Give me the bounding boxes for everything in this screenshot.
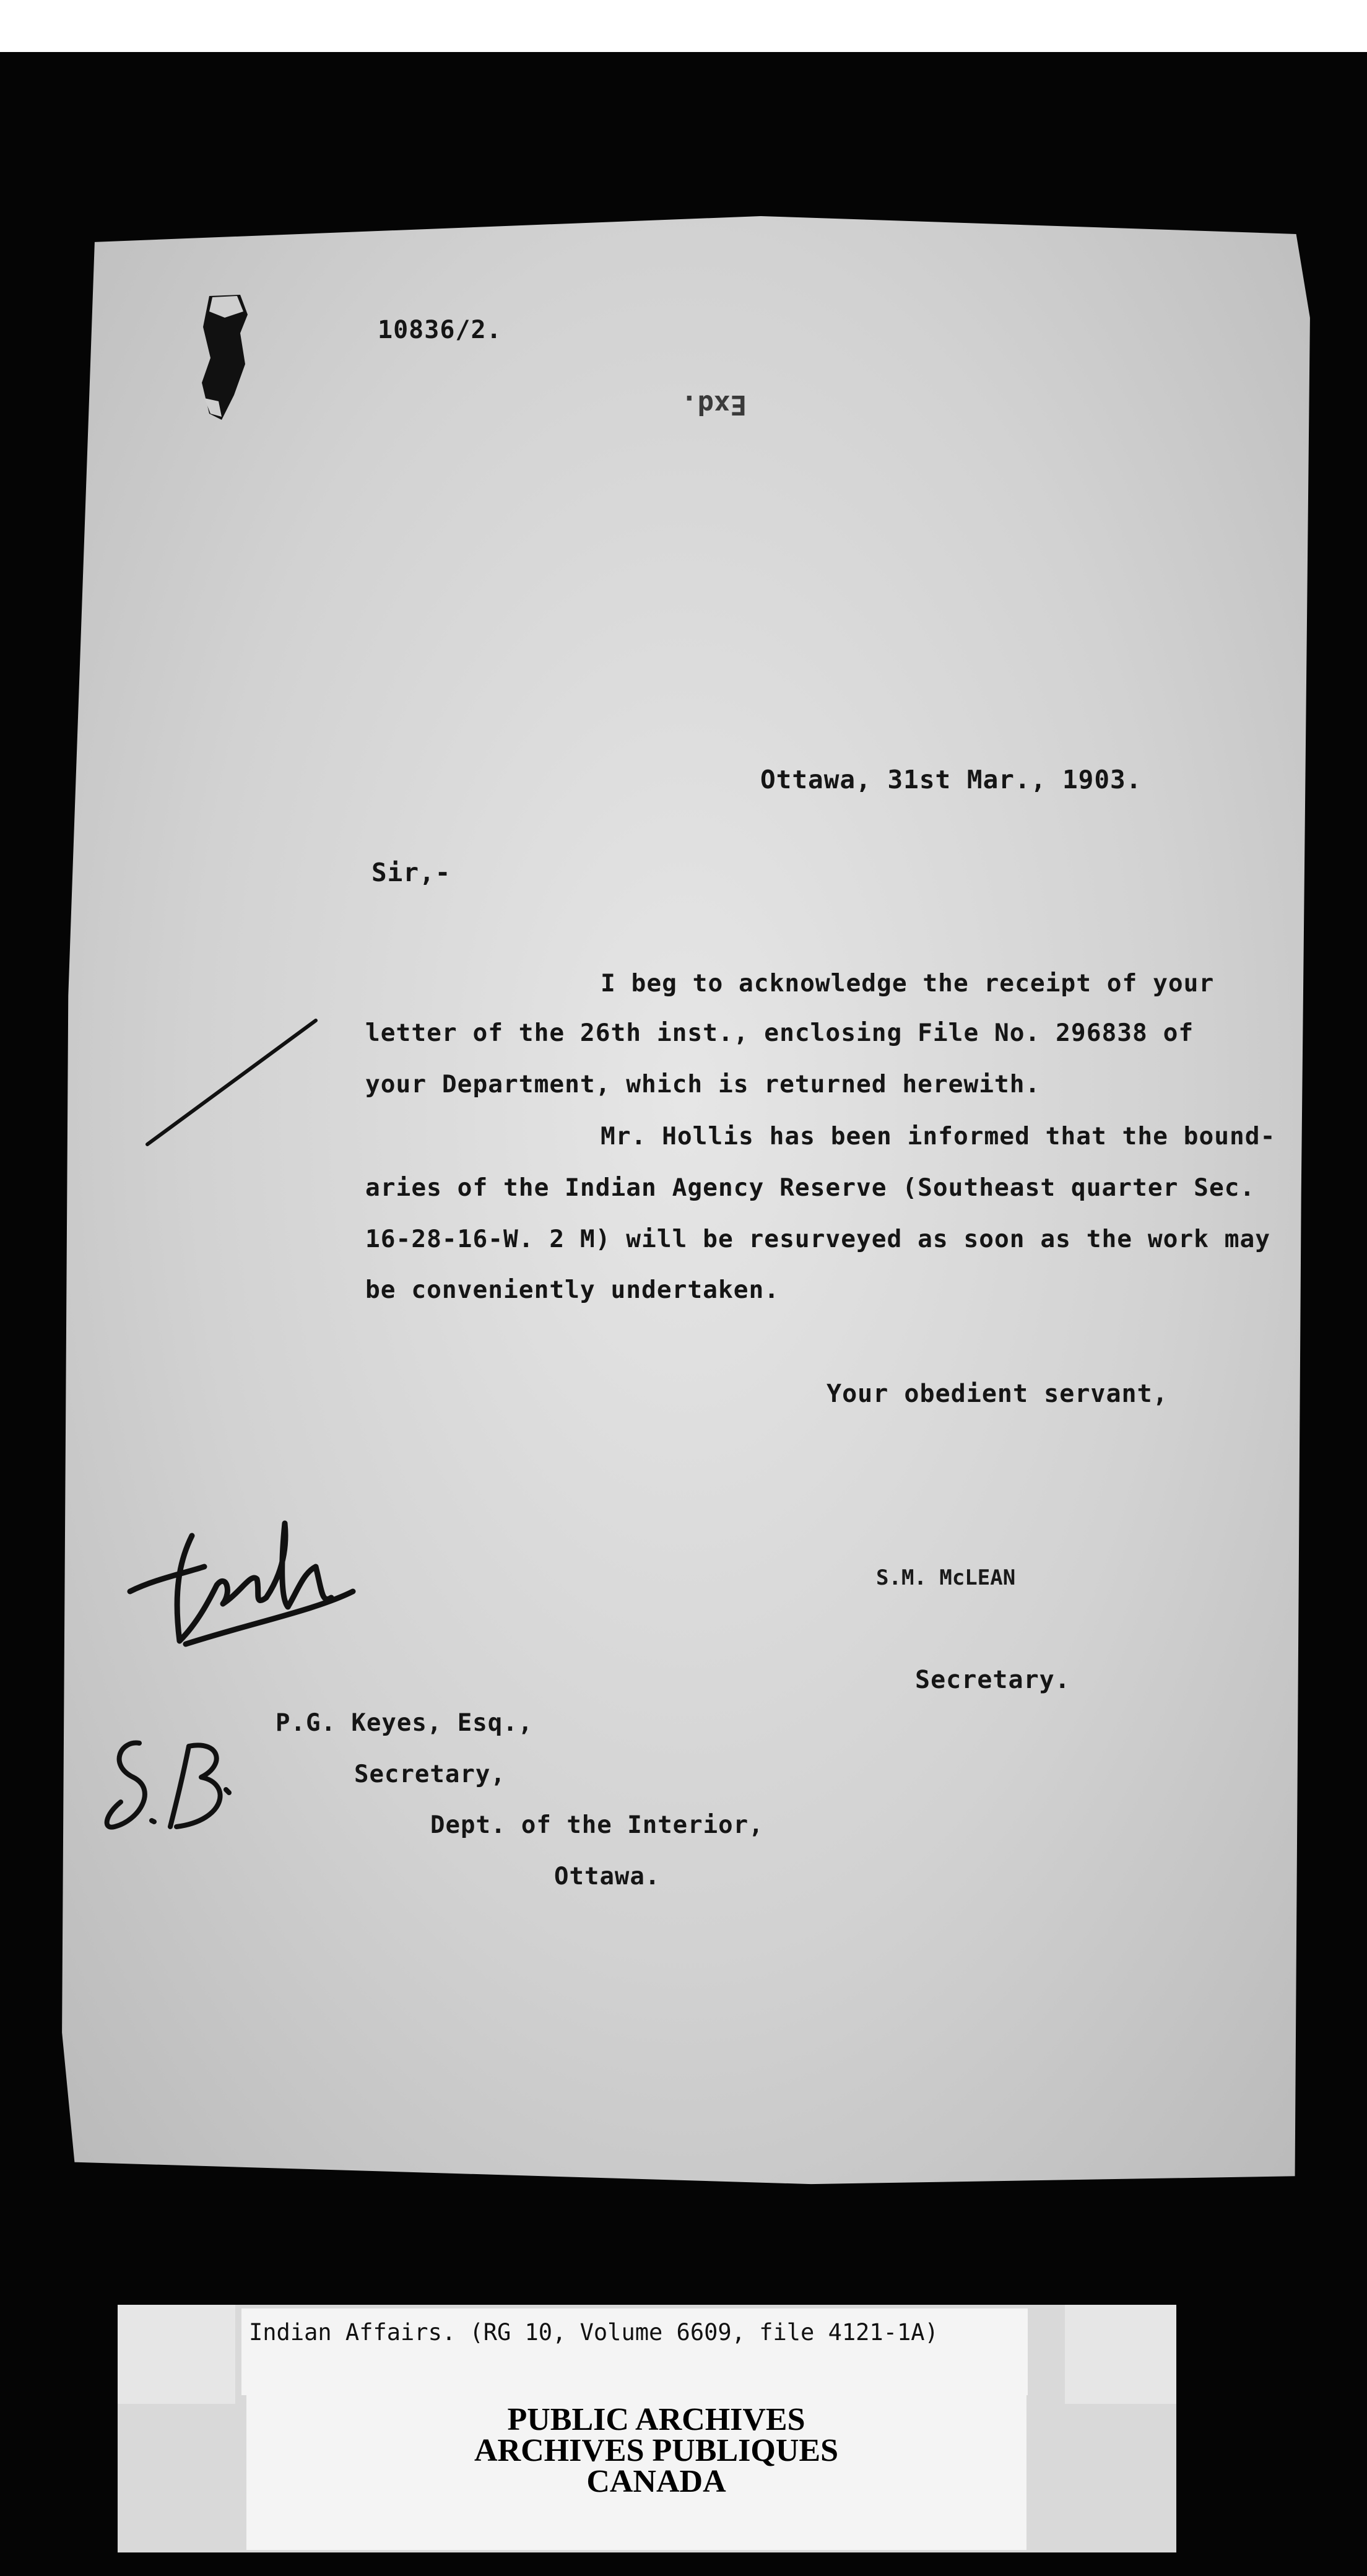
addressee-line: Ottawa. (554, 1863, 661, 1891)
archive-label-tab-right (1065, 2305, 1176, 2404)
signatory-title: Secretary. (915, 1666, 1070, 1694)
salutation: Sir,- (371, 858, 451, 887)
punch-hole-icon (197, 290, 253, 432)
body-line: be conveniently undertaken. (365, 1276, 780, 1304)
handwritten-sb-initials-icon (96, 1728, 245, 1839)
archive-title-line: CANADA (586, 2464, 726, 2499)
date-line: Ottawa, 31st Mar., 1903. (760, 765, 1142, 794)
archive-title-line: ARCHIVES PUBLIQUES (474, 2433, 839, 2468)
archive-label-tab-left (118, 2305, 235, 2404)
file-reference: 10836/2. (378, 316, 502, 344)
addressee-name: P.G. Keyes, Esq., (276, 1709, 534, 1737)
archive-reference: Indian Affairs. (RG 10, Volume 6609, file 4121-1A) (249, 2319, 939, 2346)
margin-pen-stroke (142, 1016, 322, 1158)
body-line: Mr. Hollis has been informed that the bound- (601, 1122, 1276, 1151)
closing-line: Your obedient servant, (827, 1380, 1168, 1408)
body-line: letter of the 26th inst., enclosing File No. 296838 of (365, 1019, 1194, 1047)
addressee-line: Dept. of the Interior, (430, 1811, 764, 1839)
addressee-line: Secretary, (354, 1760, 506, 1788)
handwritten-initials-icon (118, 1499, 365, 1653)
body-line: I beg to acknowledge the receipt of your (601, 969, 1215, 998)
body-line: your Department, which is returned herewith. (365, 1070, 1041, 1099)
archive-title-line: PUBLIC ARCHIVES (507, 2402, 805, 2437)
signature: S.M. McLEAN (876, 1565, 1016, 1590)
exd-stamp: Exd. (681, 389, 747, 420)
body-line: aries of the Indian Agency Reserve (Southeast quarter Sec. (365, 1173, 1256, 1202)
body-line: 16-28-16-W. 2 M) will be resurveyed as soon as the work may (365, 1225, 1271, 1253)
